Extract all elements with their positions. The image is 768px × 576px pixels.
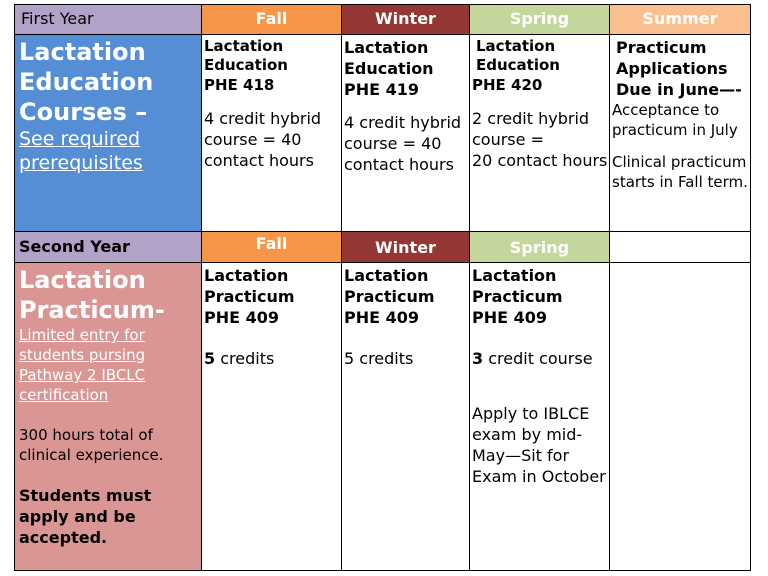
- phe418-cell: [202, 35, 342, 232]
- summer-header-1: [610, 4, 751, 35]
- phe420-desc1: 2 credit hybrid course =: [472, 109, 590, 149]
- second-year-label: Second Year: [19, 237, 130, 256]
- phe418-desc: 4 credit hybrid course = 40 contact hours: [204, 109, 322, 170]
- summer-practicum-cell: [610, 35, 751, 232]
- first-year-header: [14, 4, 202, 35]
- phe419-course: Lactation Education: [344, 38, 434, 78]
- phe409-winter-code: PHE 409: [344, 308, 420, 327]
- phe419-cell: [342, 35, 470, 232]
- phe420-cell: [470, 35, 610, 232]
- practicum-title: Lactation Practicum-: [19, 266, 165, 324]
- phe409-fall-credits-num: 5: [204, 349, 216, 368]
- summer-label-1: Summer: [642, 9, 718, 28]
- first-year-label: First Year: [21, 9, 94, 28]
- phe420-desc2: 20 contact hours: [472, 151, 608, 170]
- phe419-code: PHE 419: [344, 80, 420, 99]
- phe409-winter-course: Lactation Practicum: [344, 266, 435, 306]
- spring-header-1: [470, 4, 610, 35]
- spring-header-2: [470, 232, 610, 263]
- phe419-desc: 4 credit hybrid course = 40 contact hours: [344, 113, 462, 174]
- fall-header-1: [202, 4, 342, 35]
- education-courses-cell: [14, 35, 202, 232]
- second-year-header: [14, 232, 202, 263]
- education-courses-title: Lactation Education Courses –: [19, 38, 154, 126]
- phe418-course: Lactation Education: [204, 37, 288, 74]
- phe409-winter-credits: 5 credits: [344, 349, 414, 368]
- phe409-spring-credits: [472, 348, 607, 369]
- winter-label-2: Winter: [375, 238, 436, 257]
- phe409-fall-credits: [204, 348, 339, 369]
- phe409-spring-code: PHE 409: [472, 308, 548, 327]
- spring-label-2: Spring: [509, 238, 570, 257]
- prerequisites-link[interactable]: See required prerequisites: [19, 128, 143, 174]
- phe409-spring-cell: [470, 263, 610, 571]
- phe409-fall-cell: [202, 263, 342, 571]
- phe409-fall-code: PHE 409: [204, 308, 280, 327]
- phe409-spring-credits-num: 3: [472, 349, 484, 368]
- winter-header-2: [342, 232, 470, 263]
- fall-label-1: Fall: [255, 9, 288, 28]
- summer-empty-header-2: [610, 232, 751, 263]
- practicum-hours-text: 300 hours total of clinical experience.: [19, 426, 164, 464]
- phe409-spring-course: Lactation Practicum: [472, 266, 563, 306]
- winter-header-1: [342, 4, 470, 35]
- clinical-start-text: Clinical practicum starts in Fall term.: [612, 153, 748, 191]
- phe409-fall-course: Lactation Practicum: [204, 266, 295, 306]
- practicum-cell: [14, 263, 202, 571]
- phe409-fall-credits-text: credits: [215, 349, 275, 368]
- spring-label-1: Spring: [509, 9, 570, 28]
- fall-header-2: [202, 232, 342, 263]
- iblce-exam-text: Apply to IBLCE exam by mid-May—Sit for Exam in October: [472, 404, 606, 486]
- phe409-winter-cell: [342, 263, 470, 571]
- apply-accepted-text: Students must apply and be accepted.: [19, 486, 152, 547]
- phe420-code: PHE 420: [472, 76, 543, 94]
- phe420-course: Lactation Education: [476, 37, 560, 74]
- fall-label-2: Fall: [255, 234, 288, 253]
- phe409-spring-credits-text: credit course: [483, 349, 593, 368]
- acceptance-text: Acceptance to practicum in July: [612, 101, 738, 139]
- limited-entry-link[interactable]: Limited entry for students pursing Pathway 2 IBCLC certification: [19, 326, 146, 404]
- winter-label-1: Winter: [375, 9, 436, 28]
- practicum-applications-title: Practicum Applications Due in June—-: [616, 38, 742, 99]
- summer-empty-cell-2: [610, 263, 751, 571]
- phe418-code: PHE 418: [204, 76, 275, 94]
